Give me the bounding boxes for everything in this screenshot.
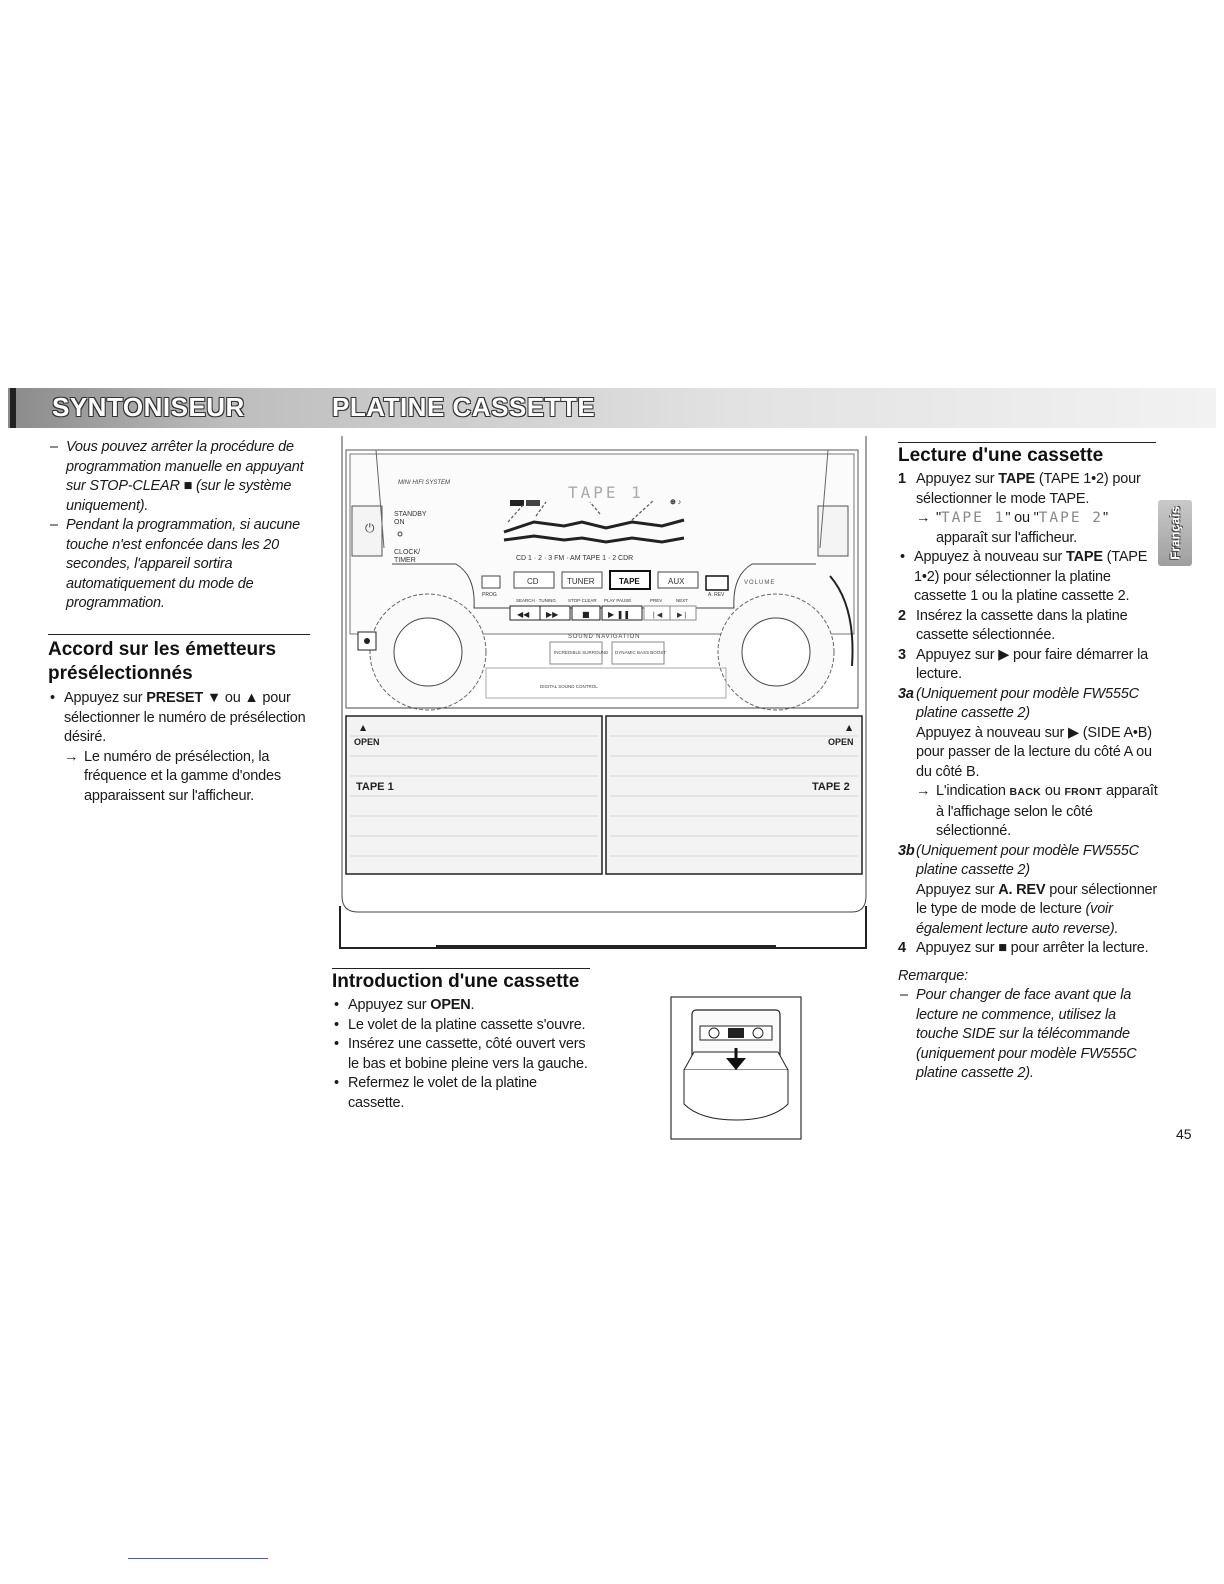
playpause-label: PLAY PAUSE <box>604 598 632 603</box>
aux-button-label: AUX <box>668 577 685 586</box>
timer-label: TIMER <box>394 557 416 564</box>
text: (Uniquement pour modèle FW555C platine cassette 2) <box>916 842 1139 878</box>
clock-label: CLOCK/ <box>394 549 421 556</box>
text: Appuyez sur <box>916 881 999 898</box>
step-3 <box>898 646 1160 685</box>
open-left-label: OPEN <box>354 737 380 747</box>
text: Appuyez sur <box>348 997 431 1013</box>
section-title-platine-cassette: PLATINE CASSETTE <box>332 392 596 422</box>
power-icon: ⏻ <box>365 521 375 535</box>
text: Appuyez sur <box>64 690 147 706</box>
header-bar-marker <box>10 388 16 428</box>
text: Insérez la cassette dans la platine cassette sélectionnée. <box>916 607 1128 643</box>
volume-label: VOLUME <box>744 580 776 586</box>
step-number: 1 <box>898 471 906 487</box>
open-right-label: OPEN <box>828 737 854 747</box>
prog-button <box>482 576 500 588</box>
front-indicator: FRONT <box>1064 786 1103 798</box>
text: Appuyez à nouveau sur <box>914 549 1066 565</box>
tape-key: TAPE <box>998 471 1036 487</box>
section-title-syntoniseur: SYNTONISEUR <box>52 392 245 422</box>
page-number: 45 <box>1176 1126 1192 1142</box>
language-tab <box>1158 500 1192 566</box>
remark-text: – Pour changer de face avant que la lecture ne commence, utilisez la touche SIDE sur la télécommande (uniquement pour modèle FW555C platine cassette 2). <box>898 986 1160 1084</box>
note-timeout: – Pendant la programmation, si aucune touche n'est enfoncée dans les 20 secondes, l'appareil sortira automatiquement du mode de programmation. <box>48 516 306 614</box>
svg-text:▶❘: ▶❘ <box>677 611 689 619</box>
tape1-label: TAPE 1 <box>356 781 394 793</box>
step-number: 3b <box>898 842 915 859</box>
tape-deck-1 <box>346 716 602 874</box>
sound-nav-label: SOUND NAVIGATION <box>568 634 641 640</box>
list-item: • Refermez le volet de la platine cassette. <box>332 1074 592 1113</box>
list-item-preset <box>48 689 306 748</box>
open-arrow-right-icon: ▲ <box>846 723 853 732</box>
heading-introduction: Introduction d'une cassette <box>332 971 580 992</box>
dsc-label: DIGITAL SOUND CONTROL <box>540 684 598 689</box>
list-item: • Le volet de la platine cassette s'ouvre. <box>332 1016 592 1036</box>
step-2 <box>898 607 1160 646</box>
prev-label: PREV <box>650 598 663 603</box>
stopclear-label: STOP·CLEAR <box>568 598 597 603</box>
text: ou <box>1041 783 1065 799</box>
remark-label: Remarque: <box>898 967 968 984</box>
arev-label: A. REV <box>708 592 725 598</box>
text: apparaît sur l'afficheur. <box>936 529 1077 546</box>
text: (voir également lecture auto reverse). <box>916 901 1119 937</box>
lcd-tape1: TAPE 1 <box>940 510 1006 526</box>
text: " ou " <box>1005 510 1039 526</box>
step-number: 2 <box>898 607 906 624</box>
volume-knob <box>742 618 810 686</box>
tape-deck-2 <box>606 716 862 874</box>
standby-label: STANDBY <box>394 511 427 518</box>
back-indicator: BACK <box>1009 786 1042 798</box>
step-number: 4 <box>898 940 906 956</box>
text: Appuyez sur ▶ pour faire démarrer la lecture. <box>916 646 1149 682</box>
dbb-label: DYNAMIC BASS BOOST <box>615 650 667 655</box>
svg-text:❘◀: ❘◀ <box>651 611 663 619</box>
cassette-insert-illustration <box>670 996 802 1140</box>
cd-button-label: CD <box>527 577 539 586</box>
next-label: NEXT <box>676 598 689 603</box>
left-column <box>48 438 306 614</box>
footer-line <box>128 1558 268 1559</box>
lcd-display: TAPE 1 <box>568 483 644 502</box>
section-rule <box>332 968 590 969</box>
svg-text:▶ ❚❚: ▶ ❚❚ <box>608 610 631 619</box>
tape-button-label: TAPE <box>619 577 640 586</box>
list-item <box>898 548 1160 607</box>
section-rule <box>48 634 310 635</box>
heading-lecture: Lecture d'une cassette <box>898 445 1104 466</box>
heading-accord-line2: présélectionnés <box>48 663 193 684</box>
incredible-surround-label: INCREDIBLE SURROUND <box>554 650 609 655</box>
list-item: • Insérez une cassette, côté ouvert vers le bas et bobine pleine vers la gauche. <box>332 1035 592 1074</box>
transport-buttons <box>510 606 696 620</box>
svg-text:⊕ ♪: ⊕ ♪ <box>670 499 682 506</box>
text: apparaît à l'affichage selon le côté sélectionné. <box>936 783 1158 839</box>
on-label: ON <box>394 519 405 526</box>
preset-key: PRESET ▼ <box>146 690 222 706</box>
section-rule <box>898 442 1156 443</box>
source-row: CD 1 · 2 · 3 FM · AM TAPE 1 · 2 CDR <box>516 555 634 562</box>
text: (TAPE 1•2) pour sélectionner le mode TAPE. <box>916 471 1141 507</box>
list-item <box>332 996 592 1016</box>
step-3b <box>898 842 1160 940</box>
text: (Uniquement pour modèle FW555C platine cassette 2) <box>916 685 1139 721</box>
step-number: 3 <box>898 646 906 663</box>
text: " <box>1103 510 1108 526</box>
text: (TAPE 1•2) pour sélectionner la platine cassette 1 ou la platine cassette 2. <box>914 549 1148 604</box>
text: pour sélectionner le type de mode de lecture <box>916 881 1158 917</box>
hifi-system-illustration <box>336 436 876 952</box>
language-tab-label: Français <box>1167 506 1183 560</box>
open-arrow-left-icon: ▲ <box>360 723 367 732</box>
step-number: 3a <box>898 685 914 702</box>
result-step-1 <box>916 509 1160 548</box>
text: . <box>470 997 475 1013</box>
step-1 <box>898 470 1160 509</box>
tape-key: TAPE <box>1066 549 1103 565</box>
text: " <box>936 510 941 526</box>
text: ou ▲ pour sélectionner le numéro de présélection désiré. <box>64 690 306 745</box>
svg-text:▶▶: ▶▶ <box>546 610 559 619</box>
text: Appuyez à nouveau sur ▶ (SIDE A•B) pour passer de la lecture du côté A ou du côté B. <box>916 724 1152 780</box>
text: Appuyez sur ■ pour arrêter la lecture. <box>916 940 1149 956</box>
step-3a <box>898 685 1160 783</box>
lcd-tape2: TAPE 2 <box>1038 510 1104 526</box>
tape2-label: TAPE 2 <box>812 781 850 793</box>
brand-label: MINI HIFI SYSTEM <box>398 480 451 486</box>
prog-label: PROG <box>482 592 497 598</box>
result-step-3a <box>916 782 1160 842</box>
text: Appuyez sur <box>916 471 999 487</box>
accord-body <box>48 689 306 806</box>
heading-accord-line1: Accord sur les émetteurs <box>48 639 277 660</box>
left-speaker <box>394 618 462 686</box>
note-stop-clear: – Vous pouvez arrêter la procédure de programmation manuelle en appuyant sur STOP-CLEAR ■ (sur le système uniquement). <box>48 438 306 516</box>
heading-accord <box>48 638 310 686</box>
search-label: SEARCH · TUNING <box>516 598 556 603</box>
lecture-body <box>898 470 1160 1084</box>
result-preset: → Le numéro de présélection, la fréquence et la gamme d'ondes apparaissent sur l'afficheur. <box>64 748 306 807</box>
tuner-button-label: TUNER <box>567 577 595 586</box>
open-key: OPEN <box>430 997 471 1013</box>
svg-text:◀◀: ◀◀ <box>517 610 530 619</box>
step-4 <box>898 939 1160 959</box>
svg-text:■: ■ <box>582 610 590 619</box>
intro-body <box>332 996 592 1113</box>
text: L'indication <box>936 783 1010 799</box>
arev-key: A. REV <box>998 881 1046 898</box>
arev-button <box>706 576 728 590</box>
